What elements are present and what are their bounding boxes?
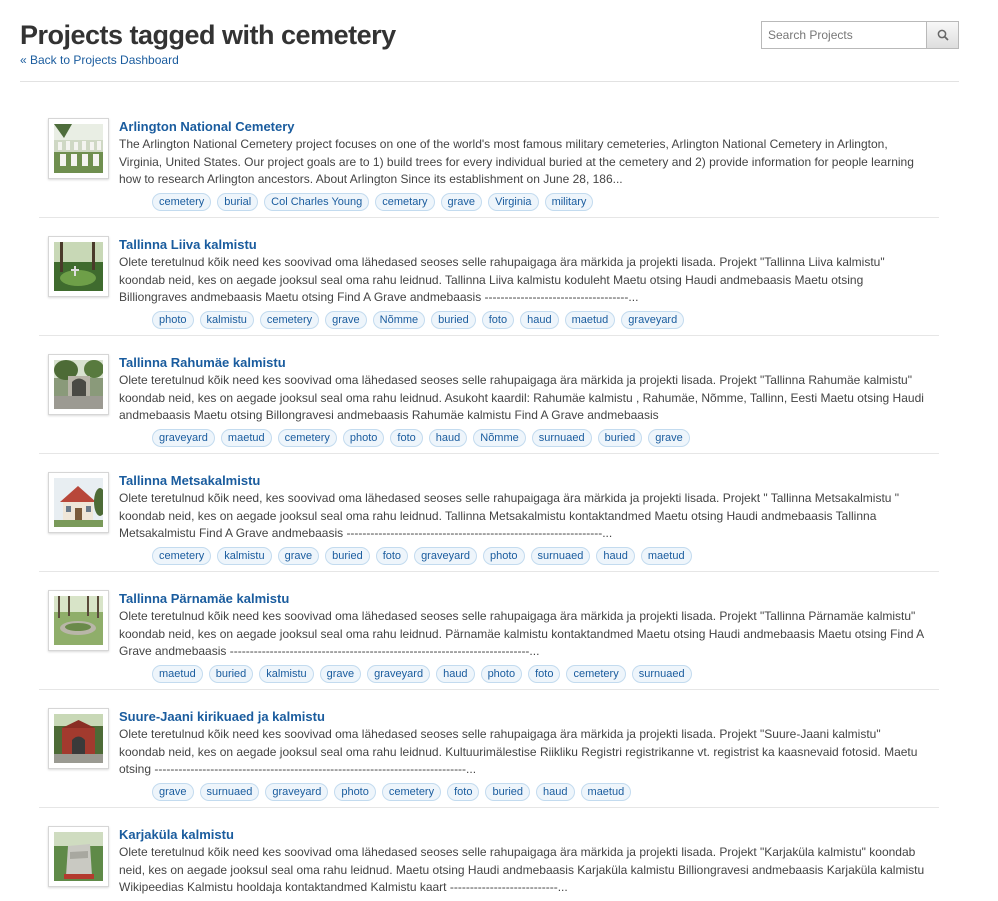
project-title-link[interactable]: Tallinna Pärnamäe kalmistu [119,591,290,606]
tag[interactable]: haud [520,311,558,329]
tag[interactable]: foto [376,547,408,565]
tag[interactable]: graveyard [367,665,430,683]
tag[interactable]: Nõmme [473,429,526,447]
tag[interactable]: photo [343,429,385,447]
project-description: Olete teretulnud kõik need, kes soovivad oma lähedased seoses selle rahupaigaga ära märkida ja projekti lisada. Projekt " Tallinna Metsakalmistu " koondab neid, kes on aegade jooksul seal oma rahu leidnud. Tallinna Metsakalmistu kontaktandmed Maetu otsing Haudi andmebaasis Tallinna Metsakalmistu Find A Grave andmebaasis ----------------------------------------------------------------... [119,491,900,540]
project-title-link[interactable]: Karjaküla kalmistu [119,827,234,842]
back-to-dashboard-link[interactable]: « Back to Projects Dashboard [20,53,179,67]
search-icon [937,29,949,41]
project-content [119,354,929,425]
tag-list [152,311,690,329]
project-thumbnail[interactable] [48,826,109,887]
project-thumbnail[interactable] [48,472,109,533]
tag[interactable]: haud [436,665,474,683]
tag[interactable]: cemetery [152,547,211,565]
project-title-link[interactable]: Tallinna Metsakalmistu [119,473,261,488]
project-content [119,826,929,897]
cemetery-photo-icon [54,360,103,409]
cemetery-photo-icon [54,124,103,173]
tag[interactable]: grave [320,665,362,683]
project-thumbnail[interactable] [48,590,109,651]
tag-list [152,665,698,683]
tag[interactable]: photo [334,783,376,801]
tag[interactable]: Col Charles Young [264,193,369,211]
project-item [39,454,939,572]
search-button[interactable] [926,21,959,49]
tag[interactable]: maetud [565,311,616,329]
tag[interactable]: photo [481,665,523,683]
project-item [39,572,939,690]
tag-list [152,193,599,211]
page-header [20,18,959,82]
project-list [39,100,939,901]
tag[interactable]: foto [447,783,479,801]
tag[interactable]: foto [390,429,422,447]
tag[interactable]: photo [152,311,194,329]
tag[interactable]: cemetery [260,311,319,329]
tag[interactable]: graveyard [414,547,477,565]
tag[interactable]: surnuaed [532,429,592,447]
tag-list [152,783,637,801]
page-title: Projects tagged with cemetery [20,20,396,50]
tag[interactable]: burial [217,193,258,211]
project-thumbnail[interactable] [48,354,109,415]
project-content [119,236,929,307]
cemetery-photo-icon [54,242,103,291]
project-thumbnail[interactable] [48,118,109,179]
cemetery-photo-icon [54,596,103,645]
project-content [119,472,929,543]
search-form [761,21,959,49]
tag[interactable]: cemetery [566,665,625,683]
tag[interactable]: cemetery [152,193,211,211]
project-content [119,708,929,779]
tag[interactable]: grave [648,429,690,447]
project-item [39,100,939,218]
tag[interactable]: cemetery [278,429,337,447]
tag[interactable]: foto [528,665,560,683]
tag[interactable]: cemetary [375,193,434,211]
project-thumbnail[interactable] [48,708,109,769]
tag[interactable]: surnuaed [200,783,260,801]
project-item [39,808,939,901]
tag[interactable]: buried [431,311,476,329]
project-description: Olete teretulnud kõik need kes soovivad oma lähedased seoses selle rahupaigaga ära märkida ja projekti lisada. Projekt "Karjaküla kalmistu" koondab neid, kes on aegade jooksul seal oma rahu leidnud. Maetu otsing Haudi andmebaasis Karjaküla kalmistu Billiongravesi andmebaasis Karjaküla kalmistu Wikipeedias Kalmistu hooldaja kontaktandmed Kalmistu kaart ---------------------------... [119,845,925,894]
tag[interactable]: foto [482,311,514,329]
tag[interactable]: photo [483,547,525,565]
tag-list [152,547,698,565]
project-item [39,690,939,808]
tag[interactable]: buried [485,783,530,801]
project-title-link[interactable]: Tallinna Liiva kalmistu [119,237,257,252]
tag[interactable]: maetud [221,429,272,447]
tag[interactable]: haud [596,547,634,565]
tag[interactable]: grave [152,783,194,801]
tag[interactable]: graveyard [152,429,215,447]
tag[interactable]: buried [325,547,370,565]
tag[interactable]: grave [325,311,367,329]
tag[interactable]: grave [441,193,483,211]
church-gate-photo-icon [54,714,103,763]
search-input[interactable] [761,21,926,49]
tag[interactable]: kalmistu [259,665,313,683]
project-item [39,336,939,454]
project-description: Olete teretulnud kõik need kes soovivad oma lähedased seoses selle rahupaigaga ära märkida ja projekti lisada. Projekt "Tallinna Rahumäe kalmistu" koondab neid, kes on aegade jooksul seal oma rahu leidnud. Asukoht kaardil: Rahumäe kalmistu , Rahumäe, Nõmme, Tallinn, Eesti Maetu otsing Haudi andmebaasis Maetu otsing Billongravesi andmebaasis Rahumäe kalmistu Find A Grave andmebaasis [119,373,924,422]
project-title-link[interactable]: Tallinna Rahumäe kalmistu [119,355,286,370]
project-title-link[interactable]: Suure-Jaani kirikuaed ja kalmistu [119,709,325,724]
tag[interactable]: maetud [581,783,632,801]
tag[interactable]: maetud [152,665,203,683]
project-content [119,118,929,189]
tag[interactable]: buried [598,429,643,447]
tag[interactable]: surnuaed [632,665,692,683]
tag[interactable]: Virginia [488,193,539,211]
tag[interactable]: maetud [641,547,692,565]
tag[interactable]: graveyard [265,783,328,801]
tag[interactable]: graveyard [621,311,684,329]
chapel-photo-icon [54,478,103,527]
tag[interactable]: kalmistu [217,547,271,565]
project-description: The Arlington National Cemetery project focuses on one of the world's most famous military cemeteries, Arlington National Cemetery in Arlington, Virginia, United States. Our project goals are to 1) build trees for every individual buried at the cemetery and 2) provide information for people learning how to research Arlington ancestors. About Arlington Since its establishment on June 28, 186... [119,137,914,186]
tag[interactable]: military [545,193,594,211]
tag[interactable]: kalmistu [200,311,254,329]
tag-list [152,429,696,447]
tag[interactable]: haud [429,429,467,447]
memorial-stone-photo-icon [54,832,103,881]
tag[interactable]: grave [278,547,320,565]
tag[interactable]: surnuaed [531,547,591,565]
project-title-link[interactable]: Arlington National Cemetery [119,119,295,134]
project-thumbnail[interactable] [48,236,109,297]
tag[interactable]: buried [209,665,254,683]
project-item [39,218,939,336]
tag[interactable]: Nõmme [373,311,426,329]
tag[interactable]: haud [536,783,574,801]
project-content [119,590,929,661]
project-description: Olete teretulnud kõik need kes soovivad oma lähedased seoses selle rahupaigaga ära märkida ja projekti lisada. Projekt "Tallinna Liiva kalmistu" koondab neid, kes on aegade jooksul seal oma rahu leidnud. Tallinna Liiva kalmistu koduleht Maetu otsing Haudi andmebaasis Maetu otsing Billiongraves andmebaasis Maetu otsing Find A Grave andmebaasis ------------------------------------... [119,255,885,304]
project-description: Olete teretulnud kõik need kes soovivad oma lähedased seoses selle rahupaigaga ära märkida ja projekti lisada. Projekt "Suure-Jaani kalmistu" koondab neid, kes on aegade jooksul seal oma rahu leidnud. Kultuurimälestise Riikliku Registri registrikanne vt. registrist ka kaasnevaid fotosid. Maetu otsing ------------------------------------------------------------------------------... [119,727,918,776]
tag[interactable]: cemetery [382,783,441,801]
project-description: Olete teretulnud kõik need kes soovivad oma lähedased seoses selle rahupaigaga ära märkida ja projekti lisada. Projekt "Tallinna Pärnamäe kalmistu" koondab neid, kes on aegade jooksul seal oma rahu leidnud. Pärnamäe kalmistu kontaktandmed Maetu otsing Haudi andmebaasis Maetu otsing Find A Grave andmebaasis ---------------------------------------------------------------------------... [119,609,924,658]
